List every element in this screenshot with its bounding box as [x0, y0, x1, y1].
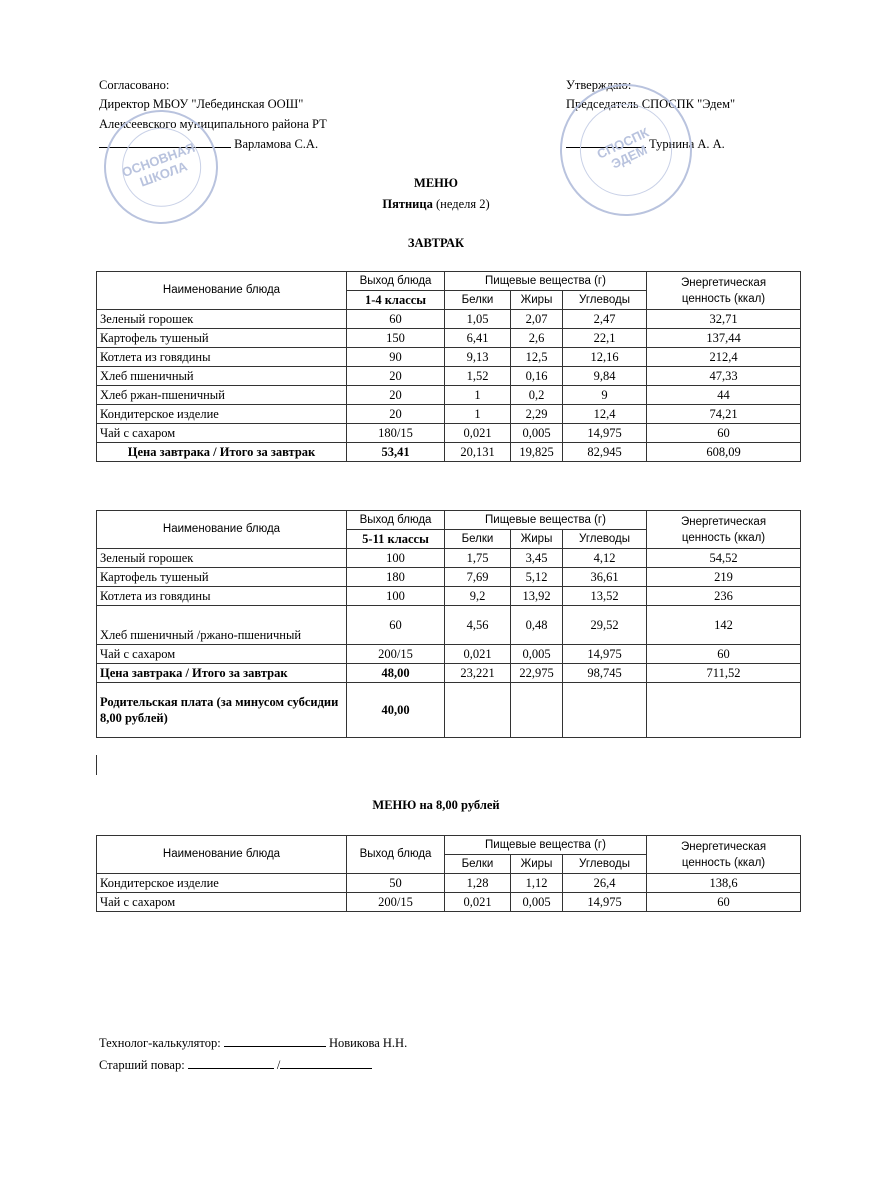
total-protein: 23,221	[445, 664, 511, 683]
dish-output: 20	[347, 367, 445, 386]
table-row	[97, 386, 801, 405]
dish-energy: 236	[647, 587, 801, 606]
dish-fat: 0,005	[511, 893, 563, 912]
week-number: (неделя 2)	[435, 197, 490, 211]
dish-header: Наименование блюда	[97, 272, 347, 310]
total-energy: 711,52	[647, 664, 801, 683]
dish-protein: 9,2	[445, 587, 511, 606]
menu-title: МЕНЮ	[414, 176, 458, 190]
dish-output: 180	[347, 568, 445, 587]
dish-protein: 0,021	[445, 645, 511, 664]
dish-fat: 0,005	[511, 645, 563, 664]
approve-label: Утверждаю:	[566, 78, 632, 92]
breakfast-table-1-4	[96, 271, 801, 462]
cooperative-stamp-text: СПОСПК ЭДЕМ	[565, 89, 687, 211]
dish-protein: 1,52	[445, 367, 511, 386]
dish-fat: 2,07	[511, 310, 563, 329]
dish-name: Хлеб ржан-пшеничный	[97, 386, 347, 405]
dish-header: Наименование блюда	[97, 511, 347, 549]
dish-fat: 0,2	[511, 386, 563, 405]
signature-underline	[280, 1056, 372, 1069]
dish-carbs: 14,975	[563, 645, 647, 664]
dish-energy: 212,4	[647, 348, 801, 367]
dish-name: Картофель тушеный	[97, 329, 347, 348]
dish-name: Котлета из говядины	[97, 348, 347, 367]
fat-header: Жиры	[511, 291, 563, 310]
dish-energy: 54,52	[647, 549, 801, 568]
total-row	[97, 443, 801, 462]
energy-header-line1: Энергетическая	[680, 840, 767, 853]
dish-name: Хлеб пшеничный	[97, 367, 347, 386]
dish-protein: 7,69	[445, 568, 511, 587]
dish-fat: 3,45	[511, 549, 563, 568]
total-price: 48,00	[347, 664, 445, 683]
dish-fat: 12,5	[511, 348, 563, 367]
signature-underline	[188, 1056, 274, 1069]
dish-carbs: 12,4	[563, 405, 647, 424]
nutrients-header: Пищевые вещества (г)	[445, 511, 647, 530]
dish-carbs: 29,52	[563, 606, 647, 645]
carbs-header: Углеводы	[563, 530, 647, 549]
menu8-table	[96, 835, 801, 912]
table-row	[97, 874, 801, 893]
dish-name: Чай с сахаром	[97, 893, 347, 912]
school-stamp-text: ОСНОВНАЯ ШКОЛА	[110, 116, 211, 217]
table-edge-mark	[96, 755, 97, 775]
dish-carbs: 13,52	[563, 587, 647, 606]
carbs-header: Углеводы	[563, 855, 647, 874]
total-price: 53,41	[347, 443, 445, 462]
table-row	[97, 549, 801, 568]
dish-fat: 2,6	[511, 329, 563, 348]
parent-fee-row	[97, 683, 801, 738]
dish-energy: 60	[647, 424, 801, 443]
group-header: 5-11 классы	[347, 530, 445, 549]
output-header: Выход блюда	[347, 272, 445, 291]
dish-output: 60	[347, 310, 445, 329]
energy-header-line1: Энергетическая	[680, 515, 767, 528]
dish-name: Картофель тушеный	[97, 568, 347, 587]
total-protein: 20,131	[445, 443, 511, 462]
dish-name: Зеленый горошек	[97, 549, 347, 568]
total-carbs: 82,945	[563, 443, 647, 462]
dish-protein: 1,75	[445, 549, 511, 568]
dish-energy: 74,21	[647, 405, 801, 424]
meal-title: ЗАВТРАК	[407, 236, 465, 250]
dish-protein: 9,13	[445, 348, 511, 367]
dish-output: 200/15	[347, 893, 445, 912]
dish-name: Хлеб пшеничный /ржано-пшеничный	[97, 606, 347, 645]
day-name: Пятница	[382, 197, 433, 211]
table-row	[97, 348, 801, 367]
dish-name: Чай с сахаром	[97, 645, 347, 664]
empty-cell	[445, 683, 511, 738]
dish-energy: 60	[647, 893, 801, 912]
dish-output: 60	[347, 606, 445, 645]
total-fat: 19,825	[511, 443, 563, 462]
dish-fat: 0,48	[511, 606, 563, 645]
dish-output: 50	[347, 874, 445, 893]
dish-output: 180/15	[347, 424, 445, 443]
director-title: Директор МБОУ "Лебединская ООШ"	[99, 97, 304, 111]
dish-carbs: 36,61	[563, 568, 647, 587]
energy-header	[647, 511, 801, 549]
energy-header	[647, 836, 801, 874]
technologist-line	[99, 1034, 407, 1052]
empty-cell	[647, 683, 801, 738]
dish-fat: 5,12	[511, 568, 563, 587]
dish-protein: 4,56	[445, 606, 511, 645]
dish-energy: 60	[647, 645, 801, 664]
dish-carbs: 9	[563, 386, 647, 405]
dish-output: 100	[347, 549, 445, 568]
dish-energy: 47,33	[647, 367, 801, 386]
dish-protein: 1,28	[445, 874, 511, 893]
dish-name: Котлета из говядины	[97, 587, 347, 606]
dish-fat: 13,92	[511, 587, 563, 606]
approval-label: Согласовано:	[99, 78, 170, 92]
energy-header-line2: ценность (ккал)	[681, 531, 766, 544]
total-carbs: 98,745	[563, 664, 647, 683]
dish-energy: 142	[647, 606, 801, 645]
dish-protein: 0,021	[445, 893, 511, 912]
menu-day	[0, 196, 872, 213]
empty-cell	[563, 683, 647, 738]
output-header: Выход блюда	[347, 836, 445, 874]
dish-protein: 0,021	[445, 424, 511, 443]
cook-separator: /	[276, 1058, 281, 1072]
district-name: Алексеевского муниципального района РТ	[99, 117, 327, 131]
dish-protein: 1,05	[445, 310, 511, 329]
dish-output: 150	[347, 329, 445, 348]
table-row	[97, 587, 801, 606]
dish-output: 90	[347, 348, 445, 367]
output-header: Выход блюда	[347, 511, 445, 530]
table-row	[97, 310, 801, 329]
dish-name: Кондитерское изделие	[97, 874, 347, 893]
table-row	[97, 606, 801, 645]
menu8-title: МЕНЮ на 8,00 рублей	[372, 798, 500, 812]
table-row	[97, 329, 801, 348]
dish-carbs: 2,47	[563, 310, 647, 329]
director-name: Варламова С.А.	[234, 137, 319, 151]
table-row	[97, 405, 801, 424]
chairman-title: Председатель СПОСПК "Эдем"	[566, 97, 736, 111]
dish-energy: 44	[647, 386, 801, 405]
dish-carbs: 26,4	[563, 874, 647, 893]
dish-output: 100	[347, 587, 445, 606]
dish-energy: 138,6	[647, 874, 801, 893]
dish-name: Чай с сахаром	[97, 424, 347, 443]
total-label: Цена завтрака / Итого за завтрак	[97, 664, 347, 683]
total-label: Цена завтрака / Итого за завтрак	[97, 443, 347, 462]
dish-carbs: 4,12	[563, 549, 647, 568]
energy-header-line2: ценность (ккал)	[681, 856, 766, 869]
cook-line	[99, 1056, 372, 1074]
energy-header	[647, 272, 801, 310]
dish-fat: 1,12	[511, 874, 563, 893]
cook-label: Старший повар:	[99, 1058, 185, 1072]
dish-fat: 0,16	[511, 367, 563, 386]
table-row	[97, 893, 801, 912]
dish-carbs: 14,975	[563, 893, 647, 912]
technologist-label: Технолог-калькулятор:	[99, 1036, 221, 1050]
energy-header-line1: Энергетическая	[680, 276, 767, 289]
dish-name: Зеленый горошек	[97, 310, 347, 329]
empty-cell	[511, 683, 563, 738]
table-row	[97, 367, 801, 386]
breakfast-table-5-11	[96, 510, 801, 738]
dish-energy: 219	[647, 568, 801, 587]
dish-energy: 137,44	[647, 329, 801, 348]
protein-header: Белки	[445, 530, 511, 549]
technologist-name: Новикова Н.Н.	[328, 1036, 408, 1050]
total-row	[97, 664, 801, 683]
signature-underline	[224, 1034, 326, 1047]
total-energy: 608,09	[647, 443, 801, 462]
dish-fat: 2,29	[511, 405, 563, 424]
energy-header-line2: ценность (ккал)	[681, 292, 766, 305]
dish-protein: 6,41	[445, 329, 511, 348]
dish-protein: 1	[445, 386, 511, 405]
nutrients-header: Пищевые вещества (г)	[445, 272, 647, 291]
carbs-header: Углеводы	[563, 291, 647, 310]
total-fat: 22,975	[511, 664, 563, 683]
table-row	[97, 568, 801, 587]
dish-energy: 32,71	[647, 310, 801, 329]
fat-header: Жиры	[511, 855, 563, 874]
dish-carbs: 9,84	[563, 367, 647, 386]
dish-carbs: 12,16	[563, 348, 647, 367]
table-row	[97, 424, 801, 443]
protein-header: Белки	[445, 855, 511, 874]
dish-output: 200/15	[347, 645, 445, 664]
protein-header: Белки	[445, 291, 511, 310]
dish-header: Наименование блюда	[97, 836, 347, 874]
dish-name: Кондитерское изделие	[97, 405, 347, 424]
dish-carbs: 14,975	[563, 424, 647, 443]
fat-header: Жиры	[511, 530, 563, 549]
nutrients-header: Пищевые вещества (г)	[445, 836, 647, 855]
parent-fee-value: 40,00	[347, 683, 445, 738]
group-header: 1-4 классы	[347, 291, 445, 310]
dish-protein: 1	[445, 405, 511, 424]
table-row	[97, 645, 801, 664]
dish-fat: 0,005	[511, 424, 563, 443]
chairman-name: Турнина А. А.	[649, 137, 725, 151]
dish-carbs: 22,1	[563, 329, 647, 348]
dish-output: 20	[347, 405, 445, 424]
dish-output: 20	[347, 386, 445, 405]
parent-fee-label: Родительская плата (за минусом субсидии 8,00 рублей)	[97, 683, 347, 738]
